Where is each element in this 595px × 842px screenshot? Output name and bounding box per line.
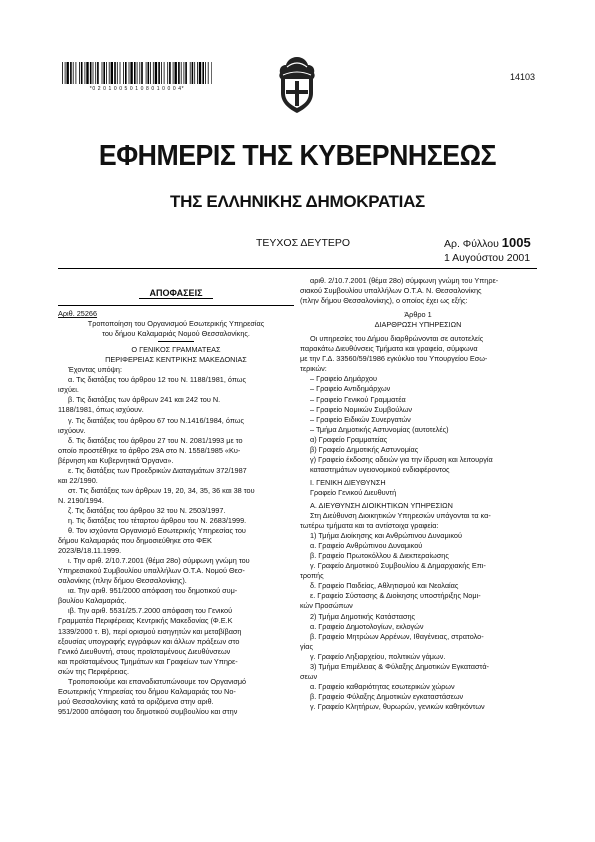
gazette-title: ΕΦΗΜΕΡΙΣ ΤΗΣ ΚΥΒΕΡΝΗΣΕΩΣ (98, 140, 497, 172)
list-item: α. Γραφείο Δημοτολογίων, εκλογών (310, 621, 424, 631)
barcode (62, 62, 212, 84)
list-item: α) Γραφείο Γραμματείας (310, 434, 388, 444)
list-item: β. Γραφείο Φύλαξης Δημοτικών εγκαταστάσεων (310, 691, 464, 701)
paragraph-line: (πλην δήμου Θεσσαλονίκης), ο οποίος έχει ως εξής: (300, 296, 468, 306)
paragraph-line: σαλονίκης (πλην δήμου Θεσσαλονίκης). (58, 576, 187, 586)
paragraph-line: ιβ. Την αριθ. 5531/25.7.2000 απόφαση του Γενικού (68, 606, 233, 616)
paragraph-line: εξουσίας υπογραφής εγγράφων και άλλων πράξεων στο (58, 636, 240, 646)
paragraph-line: ι. Την αριθ. 2/10.7.2001 (θέμα 28ο) σύμφωνη γνώμη του (68, 556, 250, 566)
list-item: κών Προσώπων (300, 601, 353, 611)
coat-of-arms-emblem (277, 55, 317, 115)
list-item: δ. Γραφείο Παιδείας, Αθλητισμού και Νεολαίας (310, 581, 459, 591)
header-rule (58, 268, 537, 269)
article-number: Άρθρο 1 (404, 310, 432, 320)
list-item: – Γραφείο Αντιδημάρχων (310, 384, 391, 394)
section-heading: ΑΠΟΦΑΣΕΙΣ (139, 288, 213, 299)
paragraph-line: με την Γ.Δ. 33560/59/1986 εγκύκλιο του Υπουργείου Εσω- (300, 354, 488, 364)
paragraph-line: 951/2000 απόφαση του δημοτικού συμβουλίου και στην (58, 706, 238, 716)
paragraph-line: τωτέρω τμήματα και τα αντίστοιχα γραφεία: (300, 521, 439, 531)
paragraph-line: ισχύει. (58, 385, 79, 395)
list-item: β. Γραφείο Μητρώων Αρρένων, Ιθαγένειας, στρατολο- (310, 631, 484, 641)
section-heading-line: Α. ΔΙΕΥΘΥΝΣΗ ΔΙΟΙΚΗΤΙΚΩΝ ΥΠΗΡΕΣΙΩΝ (310, 500, 453, 510)
paragraph-line: θ. Τον ισχύοντα Οργανισμό Εσωτερικής Υπηρεσίας του (68, 526, 246, 536)
paragraph-line: Στη Διεύθυνση Διοικητικών Υπηρεσιών υπάγονται τα κα- (310, 511, 491, 521)
paragraph-line: Τροποποιούμε και επαναδιατυπώνουμε τον Οργανισμό (68, 676, 247, 686)
list-item: γ) Γραφείο έκδοσης αδειών για την ίδρυση και λειτουργία (310, 454, 493, 464)
list-item: β. Γραφείο Πρωτοκόλλου & Διεκπεραίωσης (310, 551, 449, 561)
paragraph-line: 1339/2000 τ. Β), περί ορισμού εισηγητών και μεταβίβαση (58, 626, 242, 636)
list-item: α. Γραφείο καθαριότητας εσωτερικών χώρων (310, 681, 455, 691)
paragraph-line: η. Τις διατάξεις του τέταρτου άρθρου του Ν. 2683/1999. (68, 515, 247, 525)
paragraph-line: Γραφείο Γενικού Διευθυντή (310, 487, 397, 497)
list-item: – Γραφείο Ειδικών Συνεργατών (310, 414, 411, 424)
paragraph-line: βέρνηση και Κυβερνητικά Όργανα». (58, 455, 174, 465)
paragraph-line: Έχοντας υπόψη: (68, 365, 122, 375)
section-heading-line: Ι. ΓΕΝΙΚΗ ΔΙΕΥΘΥΝΣΗ (310, 477, 386, 487)
paragraph-line: Ν. 2190/1994. (58, 495, 104, 505)
sheet-number-value: 1005 (501, 235, 531, 250)
paragraph-line: και 22/1990. (58, 475, 98, 485)
paragraph-line: δήμου Καλαμαριάς που δημοσιεύθηκε στο ΦΕΚ (58, 536, 212, 546)
barcode-number: *0 2 0 1 0 0 5 0 1 0 8 0 1 0 0 0 4* (89, 86, 185, 92)
issue-date: 1 Αυγούστου 2001 (444, 252, 531, 264)
issue-label: ΤΕΥΧΟΣ ΔΕΥΤΕΡΟ (256, 237, 351, 249)
paragraph-line: βουλίου Καλαμαριάς. (58, 596, 127, 606)
section-divider (58, 305, 294, 306)
list-item: ε. Γραφείο Σύστασης & Διοίκησης υποστήριξης Νομι- (310, 591, 481, 601)
paragraph-line: 1188/1981, όπως ισχύουν. (58, 405, 144, 415)
sheet-number (444, 235, 531, 250)
right-column (300, 276, 536, 712)
list-item: τροπής (300, 571, 324, 581)
sheet-label: Αρ. Φύλλου (444, 238, 499, 250)
paragraph-line: β. Τις διατάξεις των άρθρων 241 και 242 του Ν. (68, 395, 221, 405)
paragraph-line: Γενικό Διευθυντή, στους προϊσταμένους Διευθύνσεων (58, 646, 231, 656)
list-item: 1) Τμήμα Διοίκησης και Ανθρώπινου Δυναμικού (310, 531, 462, 541)
page-number: 14103 (509, 72, 535, 82)
list-item: – Γραφείο Γενικού Γραμματέα (310, 394, 406, 404)
paragraph-line: μού Θεσσαλονίκης κατά τα οριζόμενα στην αριθ. (58, 696, 214, 706)
list-item: α. Γραφείο Ανθρώπινου Δυναμικού (310, 541, 423, 551)
paragraph-line: αριθ. 2/10.7.2001 (θέμα 28ο) σύμφωνη γνώμη του Υπηρε- (310, 276, 499, 285)
paragraph-line: α. Τις διατάξεις του άρθρου 12 του Ν. 1188/1981, όπως (68, 375, 247, 385)
paragraph-line: ζ. Τις διατάξεις του άρθρου 32 του Ν. 2503/1997. (68, 505, 226, 515)
left-column (58, 276, 294, 717)
decision-subject: Τροποποίηση του Οργανισμού Εσωτερικής Υπηρεσίας (87, 319, 265, 329)
paragraph-line: σιακού Συμβουλίου υπαλλήλων Ο.Τ.Α. Ν. Θεσσαλονίκης (300, 286, 482, 296)
article-title: ΔΙΑΡΘΡΩΣΗ ΥΠΗΡΕΣΙΩΝ (374, 320, 462, 330)
decision-subject: του δήμου Καλαμαριάς Νομού Θεσσαλονίκης. (102, 329, 250, 339)
paragraph-line: ε. Τις διατάξεις των Προεδρικών Διαταγμάτων 372/1987 (68, 465, 247, 475)
paragraph-line: σιών της Περιφέρειας. (58, 666, 130, 676)
paragraph-line: γ. Τις διατάξεις του άρθρου 67 του Ν.1416/1984, όπως (68, 415, 244, 425)
paragraph-line: τερικών: (300, 364, 327, 374)
decision-number: Αριθ. 25266 (58, 309, 98, 319)
list-item: γ. Γραφείο Ληξιαρχείου, πολιτικών γάμων. (310, 651, 446, 661)
gazette-subtitle: ΤΗΣ ΕΛΛΗΝΙΚΗΣ ΔΗΜΟΚΡΑΤΙΑΣ (170, 192, 425, 211)
list-item: γ. Γραφείο Κλητήρων, θυρωρών, γενικών καθηκόντων (310, 701, 485, 711)
paragraph-line: Γραμματέα Περιφέρειας Κεντρικής Μακεδονίας (Φ.Ε.Κ (58, 616, 233, 626)
paragraph-line: Οι υπηρεσίες του Δήμου διαρθρώνονται σε αυτοτελείς (310, 334, 484, 344)
paragraph-line: ια. Την αριθ. 951/2000 απόφαση του δημοτικού συμ- (68, 586, 238, 596)
issuer-title: Ο ΓΕΝΙΚΟΣ ΓΡΑΜΜΑΤΕΑΣ (131, 345, 221, 355)
paragraph-line: Εσωτερικής Υπηρεσίας του δήμου Καλαμαριάς του Νο- (58, 686, 236, 696)
list-item: – Γραφείο Νομικών Συμβούλων (310, 404, 413, 414)
list-item: γίας (300, 641, 314, 651)
paragraph-line: παρακάτω Διευθύνσεις Τμήματα και γραφεία, σύμφωνα (300, 344, 478, 354)
list-item: 2) Τμήμα Δημοτικής Κατάστασης (310, 611, 416, 621)
list-item: 3) Τμήμα Επιμέλειας & Φύλαξης Δημοτικών Εγκαταστά- (310, 661, 489, 671)
list-item: – Τμήμα Δημοτικής Αστυνομίας (αυτοτελές) (310, 424, 449, 434)
list-item: σεων (300, 671, 318, 681)
paragraph-line: ισχύουν. (58, 425, 86, 435)
paragraph-line: Υπηρεσιακού Συμβουλίου υπαλλήλων Ο.Τ.Α. Νομού Θεσ- (58, 566, 245, 576)
paragraph-line: δ. Τις διατάξεις του άρθρου 27 του Ν. 2081/1993 με το (68, 435, 243, 445)
subject-divider (158, 341, 194, 342)
paragraph-line: οποίο προστέθηκε το άρθρο 29Α στο Ν. 1558/1985 «Κυ- (58, 445, 241, 455)
issuer-title: ΠΕΡΙΦΕΡΕΙΑΣ ΚΕΝΤΡΙΚΗΣ ΜΑΚΕΔΟΝΙΑΣ (105, 355, 247, 365)
paragraph-line: στ. Τις διατάξεις των άρθρων 19, 20, 34, 35, 36 και 38 του (68, 485, 255, 495)
list-item: β) Γραφείο Δημοτικής Αστυνομίας (310, 444, 419, 454)
paragraph-line: 2023/Β/18.11.1999. (58, 546, 122, 556)
list-item: καταστημάτων υγειονομικού ενδιαφέροντος (310, 464, 450, 474)
list-item: – Γραφείο Δημάρχου (310, 374, 377, 384)
list-item: γ. Γραφείο Δημοτικού Συμβουλίου & Δημαρχιακής Επι- (310, 561, 486, 571)
paragraph-line: και προϊσταμένους Τμημάτων και Γραφείων των Υπηρε- (58, 656, 238, 666)
